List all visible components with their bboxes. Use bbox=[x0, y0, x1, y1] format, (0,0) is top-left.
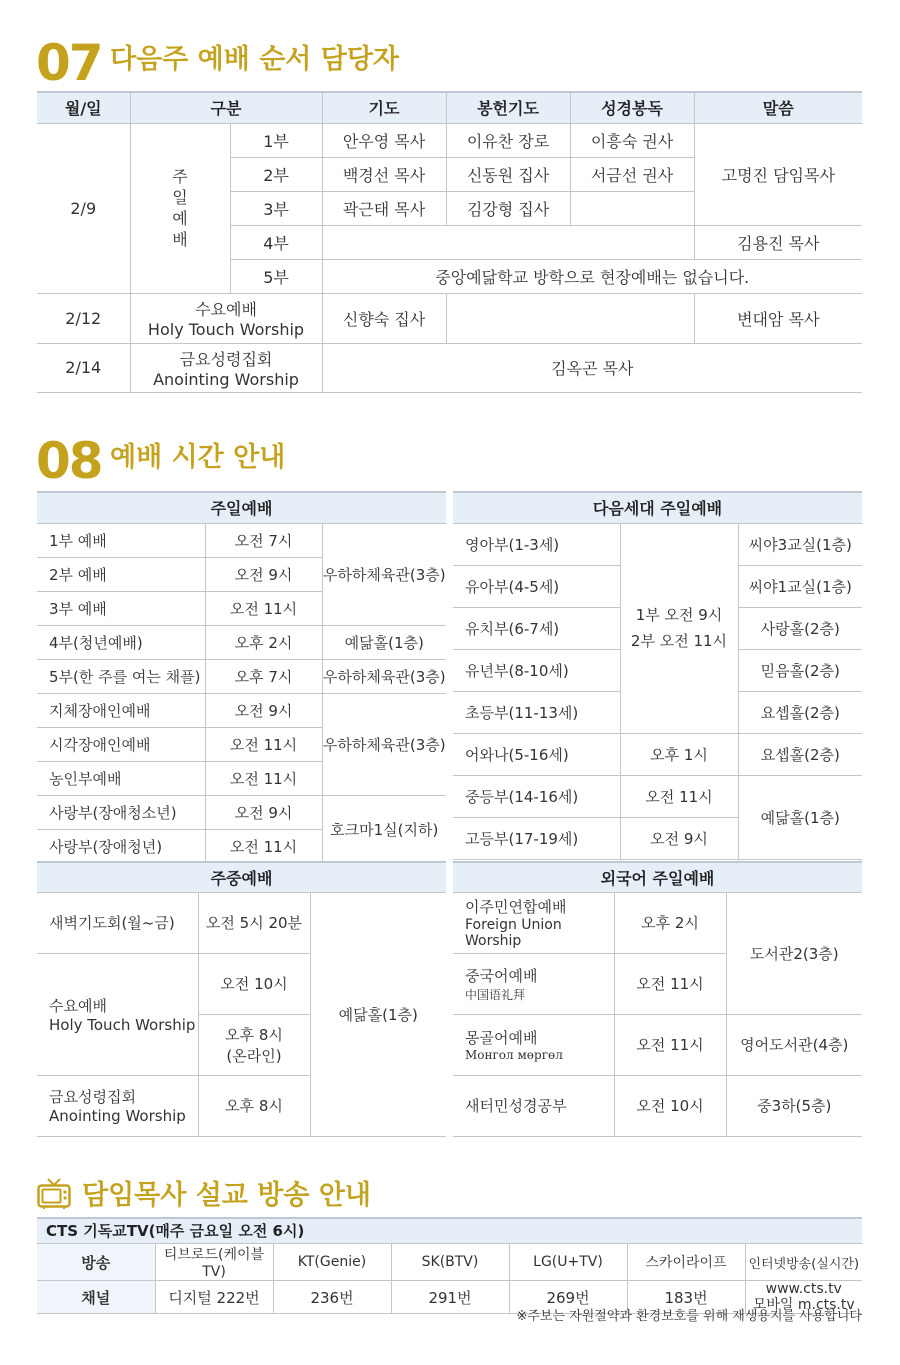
service-name: 지체장애인예배 bbox=[37, 693, 205, 727]
header-offering-prayer: 봉헌기도 bbox=[446, 92, 570, 123]
weekday-service-name bbox=[37, 953, 198, 1075]
service-name: 사랑부(장애청년) bbox=[37, 829, 205, 863]
table-row bbox=[37, 625, 446, 659]
service-place: 우하하체육관(3층) bbox=[322, 523, 446, 625]
offering-cell: 김강형 집사 bbox=[446, 191, 570, 225]
mobile-website-link[interactable]: 모바일 m.cts.tv bbox=[752, 1297, 855, 1313]
service-time: 오전 11시 bbox=[205, 591, 322, 625]
header-category: 구분 bbox=[130, 92, 322, 123]
sermon-cell: 김용진 목사 bbox=[694, 225, 862, 259]
service-place: 예닮홀(1층) bbox=[322, 625, 446, 659]
section-08-number: 08 bbox=[36, 432, 102, 490]
mongolian-worship-ko: 몽골어예배 bbox=[465, 1029, 538, 1047]
empty-cell bbox=[446, 293, 694, 343]
broadcast-channel-table bbox=[37, 1243, 862, 1314]
service-time: 오전 9시 bbox=[205, 557, 322, 591]
chinese-worship-zh: 中国语礼拜 bbox=[465, 987, 526, 1002]
table-row bbox=[453, 1014, 862, 1075]
header-prayer: 기도 bbox=[322, 92, 446, 123]
foreign-union-en: Foreign Union Worship bbox=[465, 917, 562, 949]
foreign-service-time: 오후 2시 bbox=[614, 892, 726, 953]
prayer-cell: 곽근태 목사 bbox=[322, 191, 446, 225]
channel-number: 269번 bbox=[509, 1281, 627, 1314]
wednesday-ko: 수요예배 bbox=[49, 996, 107, 1015]
chinese-worship-ko: 중국어예배 bbox=[465, 966, 538, 985]
foreign-worship-table bbox=[453, 861, 862, 1137]
worship-leaders-table bbox=[37, 91, 862, 393]
header-sermon: 말씀 bbox=[694, 92, 862, 123]
sermon-cell: 고명진 담임목사 bbox=[694, 123, 862, 225]
table-row bbox=[453, 892, 862, 953]
service-time: 오전 9시 bbox=[205, 795, 322, 829]
department-place: 사랑홀(2층) bbox=[738, 607, 862, 649]
wednesday-worship-ko: 수요예배 bbox=[195, 300, 257, 319]
table-row bbox=[37, 293, 862, 343]
weekday-service-time: 오후 8시 bbox=[198, 1075, 310, 1136]
wednesday-worship-cell bbox=[130, 293, 322, 343]
friday-worship-cell bbox=[130, 343, 322, 392]
wednesday-worship-en: Holy Touch Worship bbox=[147, 320, 305, 339]
section-07-title: 다음주 예배 순서 담당자 bbox=[110, 44, 400, 75]
foreign-service-time: 오전 11시 bbox=[614, 953, 726, 1014]
empty-cell bbox=[322, 225, 694, 259]
foreign-service-time: 오전 10시 bbox=[614, 1075, 726, 1136]
department-place: 믿음홀(2층) bbox=[738, 649, 862, 691]
broadcaster-row bbox=[37, 1244, 862, 1281]
service-name: 1부 예배 bbox=[37, 523, 205, 557]
department-place: 예닮홀(1층) bbox=[738, 775, 862, 859]
department-place: 요셉홀(2층) bbox=[738, 691, 862, 733]
department-place: 씨야1교실(1층) bbox=[738, 565, 862, 607]
department-name: 중등부(14-16세) bbox=[453, 775, 620, 817]
broadcaster-name: LG(U+TV) bbox=[509, 1244, 627, 1281]
table-row bbox=[37, 523, 446, 557]
foreign-service-place: 도서관2(3층) bbox=[726, 892, 862, 1014]
weekday-worship-header: 주중예배 bbox=[37, 862, 446, 892]
prayer-cell: 백경선 목사 bbox=[322, 157, 446, 191]
department-name: 유년부(8-10세) bbox=[453, 649, 620, 691]
next-generation-header: 다음세대 주일예배 bbox=[453, 492, 862, 523]
service-time: 오전 11시 bbox=[205, 761, 322, 795]
service-cell: 5부 bbox=[230, 259, 322, 293]
sunday-worship-table bbox=[37, 491, 446, 864]
foreign-worship-header: 외국어 주일예배 bbox=[453, 862, 862, 892]
service-name: 농인부예배 bbox=[37, 761, 205, 795]
table-row bbox=[37, 693, 446, 727]
department-name: 유아부(4-5세) bbox=[453, 565, 620, 607]
department-time: 오후 1시 bbox=[620, 733, 738, 775]
cts-banner: CTS 기독교TV(매주 금요일 오전 6시) bbox=[37, 1217, 862, 1243]
service-time: 오전 9시 bbox=[205, 693, 322, 727]
friday-worship-en: Anointing Worship bbox=[153, 369, 299, 389]
recycled-paper-note: ※주보는 자원절약과 환경보호를 위해 재생용지를 사용합니다 bbox=[516, 1309, 862, 1324]
broadcaster-name: 스카이라이프 bbox=[627, 1244, 745, 1281]
section-08-title: 예배 시간 안내 bbox=[110, 442, 286, 473]
weekday-service-time: 오전 10시 bbox=[198, 953, 310, 1014]
department-name: 초등부(11-13세) bbox=[453, 691, 620, 733]
broadcaster-name: SK(BTV) bbox=[391, 1244, 509, 1281]
service-time: 오후 7시 bbox=[205, 659, 322, 693]
date-cell: 2/12 bbox=[37, 293, 130, 343]
friday-en: Anointing Worship bbox=[49, 1107, 186, 1125]
service-cell: 2부 bbox=[230, 157, 322, 191]
table-row bbox=[37, 795, 446, 829]
foreign-service-place: 영어도서관(4층) bbox=[726, 1014, 862, 1075]
broadcaster-name: KT(Genie) bbox=[273, 1244, 391, 1281]
weekday-service-name: 새벽기도회(월~금) bbox=[37, 892, 198, 953]
prayer-cell: 안우영 목사 bbox=[322, 123, 446, 157]
reading-cell-empty bbox=[570, 191, 694, 225]
broadcaster-label: 방송 bbox=[37, 1244, 155, 1281]
reading-cell: 서금선 권사 bbox=[570, 157, 694, 191]
wednesday-evening-time: 오후 8시 bbox=[225, 1025, 283, 1044]
service-name: 2부 예배 bbox=[37, 557, 205, 591]
broadcaster-name: 티브로드(케이블TV) bbox=[155, 1244, 273, 1281]
table-header-row bbox=[37, 92, 862, 123]
next-generation-table bbox=[453, 491, 862, 860]
sunday-worship-header: 주일예배 bbox=[37, 492, 446, 523]
wednesday-online-label: (온라인) bbox=[226, 1046, 282, 1065]
service-name: 시각장애인예배 bbox=[37, 727, 205, 761]
reading-cell: 이흥숙 권사 bbox=[570, 123, 694, 157]
channel-number: 183번 bbox=[627, 1281, 745, 1314]
foreign-service-name: 새터민성경공부 bbox=[453, 1075, 614, 1136]
service-time: 오전 11시 bbox=[205, 829, 322, 863]
service-time: 오후 2시 bbox=[205, 625, 322, 659]
service-place: 호크마1실(지하) bbox=[322, 795, 446, 863]
department-place: 씨야3교실(1층) bbox=[738, 523, 862, 565]
service-cell: 1부 bbox=[230, 123, 322, 157]
service-name: 5부(한 주를 여는 채플) bbox=[37, 659, 205, 693]
channel-number: 291번 bbox=[391, 1281, 509, 1314]
offering-cell: 이유찬 장로 bbox=[446, 123, 570, 157]
service-time: 오전 7시 bbox=[205, 523, 322, 557]
service-place: 우하하체육관(3층) bbox=[322, 693, 446, 795]
weekday-service-time: 오전 5시 20분 bbox=[198, 892, 310, 953]
broadcast-title: 담임목사 설교 방송 안내 bbox=[82, 1180, 372, 1211]
friday-ko: 금요성령집회 bbox=[49, 1088, 136, 1106]
notice-cell: 중앙예닮학교 방학으로 현장예배는 없습니다. bbox=[322, 259, 862, 293]
service-cell: 3부 bbox=[230, 191, 322, 225]
department-place: 요셉홀(2층) bbox=[738, 733, 862, 775]
weekday-service-time bbox=[198, 1014, 310, 1075]
wednesday-en: Holy Touch Worship bbox=[49, 1015, 196, 1034]
table-row bbox=[453, 775, 862, 817]
foreign-service-time: 오전 11시 bbox=[614, 1014, 726, 1075]
service-cell: 4부 bbox=[230, 225, 322, 259]
time-second: 2부 오전 11시 bbox=[630, 632, 728, 650]
mongolian-worship-mn: Монгол мөргөл bbox=[465, 1048, 563, 1062]
table-row bbox=[37, 123, 862, 157]
service-place: 우하하체육관(3층) bbox=[322, 659, 446, 693]
table-row bbox=[453, 1075, 862, 1136]
department-time: 오전 9시 bbox=[620, 817, 738, 859]
sunday-worship-cell bbox=[130, 123, 230, 293]
table-row bbox=[453, 523, 862, 565]
time-first: 1부 오전 9시 bbox=[635, 606, 723, 624]
channel-label: 채널 bbox=[37, 1281, 155, 1314]
foreign-service-name bbox=[453, 892, 614, 953]
sermon-cell: 김옥곤 목사 bbox=[322, 343, 862, 392]
channel-number: 236번 bbox=[273, 1281, 391, 1314]
table-row bbox=[37, 892, 446, 953]
foreign-service-name bbox=[453, 1014, 614, 1075]
foreign-union-ko: 이주민연합예배 bbox=[465, 898, 567, 916]
weekday-worship-table bbox=[37, 861, 446, 1137]
sunday-worship-vertical-label: 주일예배 bbox=[172, 167, 188, 249]
department-name: 영아부(1-3세) bbox=[453, 523, 620, 565]
header-scripture-reading: 성경봉독 bbox=[570, 92, 694, 123]
broadcaster-name: 인터넷방송(실시간) bbox=[745, 1244, 862, 1281]
table-row bbox=[37, 343, 862, 392]
tv-icon bbox=[37, 1178, 71, 1210]
table-row bbox=[453, 733, 862, 775]
website-link[interactable]: www.cts.tv bbox=[765, 1281, 842, 1297]
section-07-number: 07 bbox=[36, 34, 102, 92]
foreign-service-place: 중3하(5층) bbox=[726, 1075, 862, 1136]
department-name: 유치부(6-7세) bbox=[453, 607, 620, 649]
service-name: 4부(청년예배) bbox=[37, 625, 205, 659]
date-cell: 2/14 bbox=[37, 343, 130, 392]
weekday-service-place: 예닮홀(1층) bbox=[310, 892, 446, 1136]
offering-cell: 신동원 집사 bbox=[446, 157, 570, 191]
weekday-service-name bbox=[37, 1075, 198, 1136]
department-name: 어와나(5-16세) bbox=[453, 733, 620, 775]
table-row bbox=[37, 659, 446, 693]
prayer-cell: 신향숙 집사 bbox=[322, 293, 446, 343]
service-name: 사랑부(장애청소년) bbox=[37, 795, 205, 829]
service-name: 3부 예배 bbox=[37, 591, 205, 625]
friday-worship-ko: 금요성령집회 bbox=[179, 349, 273, 369]
department-name: 고등부(17-19세) bbox=[453, 817, 620, 859]
header-date: 월/일 bbox=[37, 92, 130, 123]
channel-number: 디지털 222번 bbox=[155, 1281, 273, 1314]
department-time: 오전 11시 bbox=[620, 775, 738, 817]
date-cell: 2/9 bbox=[37, 123, 130, 293]
sermon-cell: 변대암 목사 bbox=[694, 293, 862, 343]
foreign-service-name bbox=[453, 953, 614, 1014]
department-time bbox=[620, 523, 738, 733]
service-time: 오전 11시 bbox=[205, 727, 322, 761]
